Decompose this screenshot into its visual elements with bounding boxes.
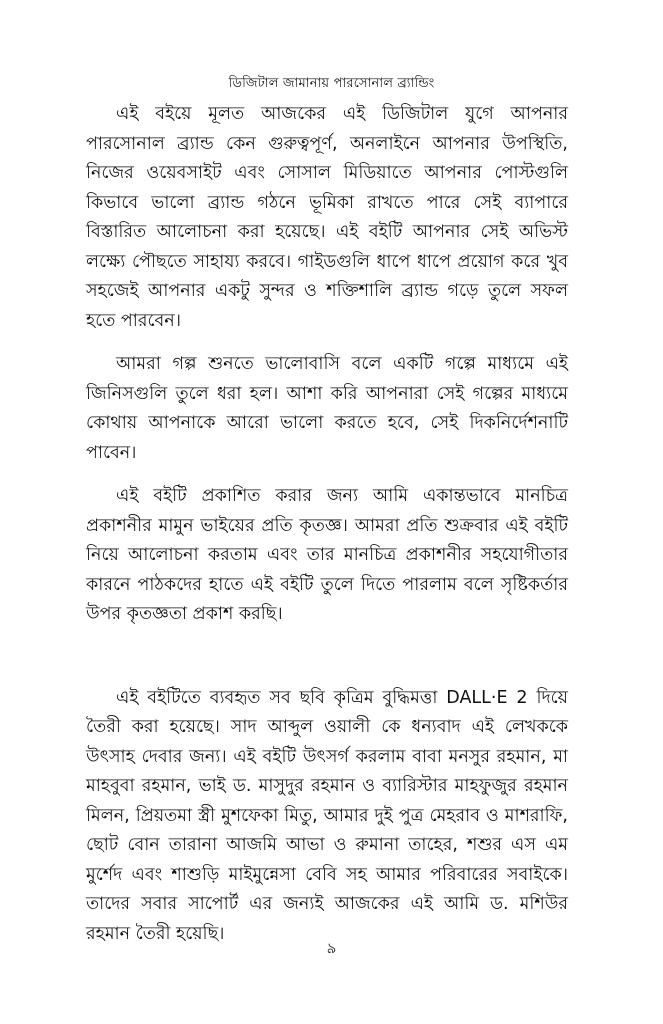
body-text bbox=[86, 100, 568, 949]
running-header: ডিজিটাল জামানায় পারসোনাল ব্র্যান্ডিং bbox=[228, 76, 435, 91]
paragraph-dedication: এই বইটিতে ব্যবহৃত সব ছবি কৃত্রিম বুদ্ধিমত্তা DALL·E 2 দিয়ে তৈরী করা হয়েছে। সাদ আব্দুল ওয়ালী কে ধন্যবাদ এই লেখককে উৎসাহ দেবার জন্য। এই বইটি উৎসর্গ করলাম বাবা মনসুর রহমান, মা মাহবুবা রহমান, ভাই ড. মাসুদুর রহমান ও ব্যারিস্টার মাহফুজুর রহমান মিলন, প্রিয়তমা স্ত্রী মুশফেকা মিতু, আমার দুই পুত্র মেহরাব ও মাশরাফি, ছোট বোন তারানা আজমি আভা ও রুমানা তাহের, শশুর এস এম মুর্শেদ এবং শাশুড়ি মাইমুন্নেসা বেবি সহ আমার পরিবারের সবাইকে। তাদের সবার সাপোর্ট এর জন্যই আজকের এই আমি ড. মশিউর রহমান তৈরী হয়েছি। bbox=[86, 687, 568, 944]
paragraph-acknowledgement: এই বইটি প্রকাশিত করার জন্য আমি একান্তভাবে মানচিত্র প্রকাশনীর মামুন ভাইয়ের প্রতি কৃতজ্ঞ। আমরা প্রতি শুক্রবার এই বইটি নিয়ে আলোচনা করতাম এবং তার মানচিত্র প্রকাশনীর সহযোগীতার কারনে পাঠকদের হাতে এই বইটি তুলে দিতে পারলাম বলে সৃষ্টিকর্তার উপর কৃতজ্ঞতা প্রকাশ করছি। bbox=[86, 486, 568, 624]
paragraph-story: আমরা গল্প শুনতে ভালোবাসি বলে একটি গল্পে মাধ্যমে এই জিনিসগুলি তুলে ধরা হল। আশা করি আপনারা সেই গল্পের মাধ্যমে কোথায় আপনাকে আরো ভালো করতে হবে, সেই দিকনির্দেশনাটি পাবেন। bbox=[86, 354, 568, 463]
page-number: ৯ bbox=[326, 939, 337, 957]
paragraph-intro: এই বইয়ে মূলত আজকের এই ডিজিটাল যুগে আপনার পারসোনাল ব্র্যান্ড কেন গুরুত্বপূর্ণ, অনলাইনে আপনার উপস্থিতি, নিজের ওয়েবসাইট এবং সোসাল মিডিয়াতে আপনার পোস্টগুলি কিভাবে ভালো ব্র্যান্ড গঠনে ভূমিকা রাখতে পারে সেই ব্যাপারে বিস্তারিত আলোচনা করা হয়েছে। এই বইটি আপনার সেই অভিস্ট লক্ষ্যে পৌছতে সাহায্য করবে। গাইডগুলি ধাপে ধাপে প্রয়োগ করে খুব সহজেই আপনার একটু সুন্দর ও শক্তিশালি ব্র্যান্ড গড়ে তুলে সফল হতে পারবেন। bbox=[86, 104, 568, 331]
